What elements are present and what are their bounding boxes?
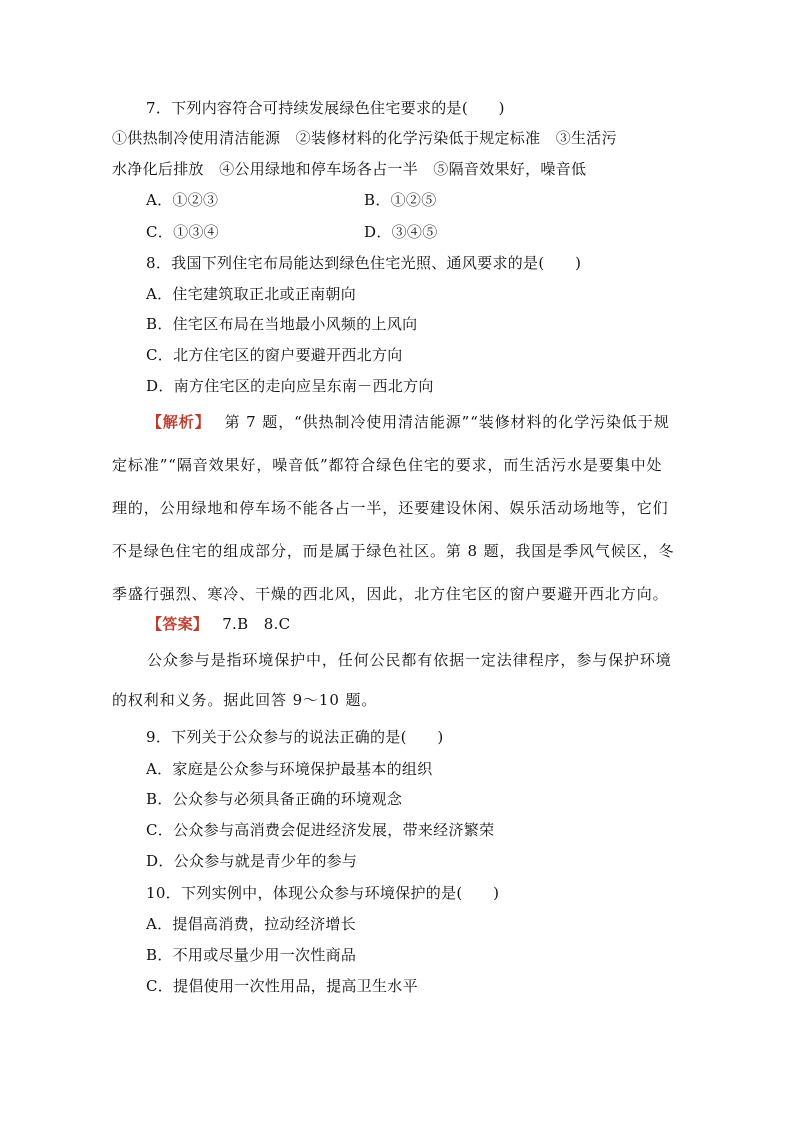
q8-stem: 8．我国下列住宅布局能达到绿色住宅光照、通风要求的是( ) — [146, 254, 582, 272]
q7-options-row-1 — [146, 190, 437, 210]
q8-option-d: D．南方住宅区的走向应呈东南－西北方向 — [146, 377, 434, 395]
analysis-line-5: 季盛行强烈、寒冷、干燥的西北风，因此，北方住宅区的窗户要避开西北方向。 — [112, 585, 669, 603]
q8-option-c: C．北方住宅区的窗户要避开西北方向 — [146, 346, 403, 364]
q7-statement-line-2: 水净化后排放 ④公用绿地和停车场各占一半 ⑤隔音效果好，噪音低 — [112, 160, 587, 178]
analysis-tag: 【解析】 — [147, 413, 211, 431]
answer-tag: 【答案】 — [147, 615, 209, 633]
q9-option-b: B．公众参与必须具备正确的环境观念 — [146, 790, 403, 808]
analysis-line-2: 定标准”“隔音效果好，噪音低”都符合绿色住宅的要求，而生活污水是要集中处 — [112, 456, 663, 474]
q10-stem: 10．下列实例中，体现公众参与环境保护的是( ) — [146, 884, 500, 902]
q7-option-a: A．①②③ — [146, 191, 219, 209]
answer-text: 7.B 8.C — [222, 615, 291, 633]
q8-option-a: A．住宅建筑取正北或正南朝向 — [146, 285, 357, 303]
analysis-text-1: 第 7 题，“供热制冷使用清洁能源”“装修材料的化学污染低于规 — [224, 413, 670, 431]
q7-option-b: B．①②⑤ — [364, 191, 437, 209]
q9-option-d: D．公众参与就是青少年的参与 — [146, 852, 358, 870]
q7-option-d: D．③④⑤ — [364, 223, 438, 241]
q8-option-b: B．住宅区布局在当地最小风频的上风向 — [146, 315, 418, 333]
q7-options-row-2 — [146, 222, 438, 242]
analysis-line-3: 理的，公用绿地和停车场不能各占一半，还要建设休闲、娱乐活动场地等，它们 — [112, 499, 669, 517]
q9-stem: 9．下列关于公众参与的说法正确的是( ) — [146, 728, 444, 746]
passage-line-2: 的权利和义务。据此回答 9～10 题。 — [112, 691, 378, 709]
q10-option-c: C．提倡使用一次性用品，提高卫生水平 — [146, 977, 418, 995]
passage-line-1: 公众参与是指环境保护中，任何公民都有依据一定法律程序，参与保护环境 — [147, 651, 672, 669]
q7-stem: 7．下列内容符合可持续发展绿色住宅要求的是( ) — [146, 99, 505, 117]
analysis-line-4: 不是绿色住宅的组成部分，而是属于绿色社区。第 8 题，我国是季风气候区，冬 — [112, 542, 675, 560]
q7-statement-line-1: ①供热制冷使用清洁能源 ②装修材料的化学污染低于规定标准 ③生活污 — [112, 129, 617, 147]
answer-line — [147, 614, 290, 634]
q10-option-a: A．提倡高消费，拉动经济增长 — [146, 915, 357, 933]
analysis-line-1 — [147, 412, 670, 432]
q7-option-c: C．①③④ — [146, 223, 219, 241]
q9-option-c: C．公众参与高消费会促进经济发展，带来经济繁荣 — [146, 821, 495, 839]
q10-option-b: B．不用或尽量少用一次性商品 — [146, 946, 357, 964]
q9-option-a: A．家庭是公众参与环境保护最基本的组织 — [146, 760, 433, 778]
